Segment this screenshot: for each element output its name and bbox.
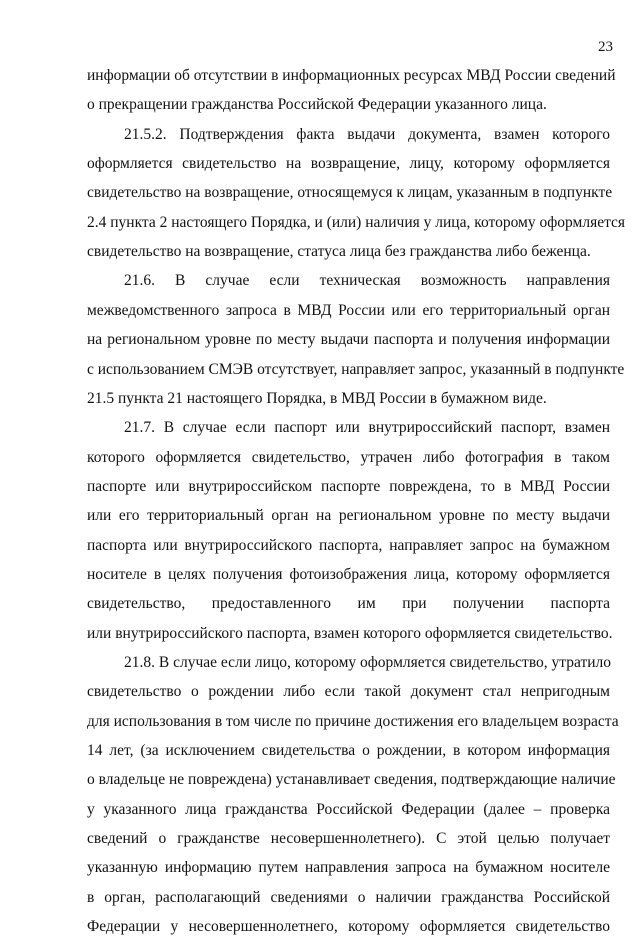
text-line: 21.5.2. Подтверждения факта выдачи документа, взамен которого: [124, 126, 610, 143]
text-line: сведений о гражданстве несовершеннолетнего). С этой целью получает: [87, 830, 610, 847]
text-line: для использования в том числе по причине достижения его владельцем возраста: [87, 713, 619, 730]
text-line: свидетельство на возвращение, относящемуся к лицам, указанным в подпункте: [87, 184, 613, 201]
text-line: 21.6. В случае если техническая возможность направления: [124, 272, 610, 289]
text-line: свидетельство на возвращение, статуса лица без гражданства либо беженца.: [87, 243, 591, 260]
text-line: о прекращении гражданства Российской Федерации указанного лица.: [87, 96, 547, 113]
text-line: у указанного лица гражданства Российской Федерации (далее – проверка: [87, 801, 610, 818]
text-line: 21.8. В случае если лицо, которому оформляется свидетельство, утратило: [124, 654, 612, 671]
text-line: 21.5 пункта 21 настоящего Порядка, в МВД России в бумажном виде.: [87, 390, 547, 407]
text-line: свидетельство о рождении либо если такой документ стал непригодным: [87, 683, 610, 700]
page-number: 23: [598, 39, 613, 55]
text-line: 14 лет, (за исключением свидетельства о рождении, в котором информация: [87, 742, 610, 759]
text-line: указанную информацию путем направления запроса на бумажном носителе: [87, 859, 610, 876]
text-line: паспорта или внутрироссийского паспорта, направляет запрос на бумажном: [87, 537, 610, 554]
text-line: или его территориальный орган на региональном уровне по месту выдачи: [87, 507, 610, 524]
text-line: с использованием СМЭВ отсутствует, направляет запрос, указанный в подпункте: [87, 361, 625, 378]
text-line: паспорте или внутрироссийском паспорте повреждена, то в МВД России: [87, 478, 610, 495]
text-line: Федерации у несовершеннолетнего, которому оформляется свидетельство: [87, 918, 610, 935]
text-line: 2.4 пункта 2 настоящего Порядка, и (или) наличия у лица, которому оформляется: [87, 214, 626, 231]
text-line: 21.7. В случае если паспорт или внутрироссийский паспорт, взамен: [124, 419, 610, 436]
text-line: информации об отсутствии в информационных ресурсах МВД России сведений: [87, 67, 616, 84]
text-line: которого оформляется свидетельство, утрачен либо фотография в таком: [87, 449, 610, 466]
text-line: межведомственного запроса в МВД России или его территориальный орган: [87, 302, 610, 319]
text-line: в орган, располагающий сведениями о наличии гражданства Российской: [87, 889, 610, 906]
text-line: или внутрироссийского паспорта, взамен которого оформляется свидетельство.: [87, 625, 613, 642]
text-line: носителе в целях получения фотоизображения лица, которому оформляется: [87, 566, 610, 583]
text-line: оформляется свидетельство на возвращение, лицу, которому оформляется: [87, 155, 610, 172]
text-line: свидетельство, предоставленного им при получении паспорта: [87, 595, 610, 612]
text-line: о владельце не повреждена) устанавливает сведения, подтверждающие наличие: [87, 771, 616, 788]
text-line: на региональном уровне по месту выдачи паспорта и получения информации: [87, 331, 610, 348]
